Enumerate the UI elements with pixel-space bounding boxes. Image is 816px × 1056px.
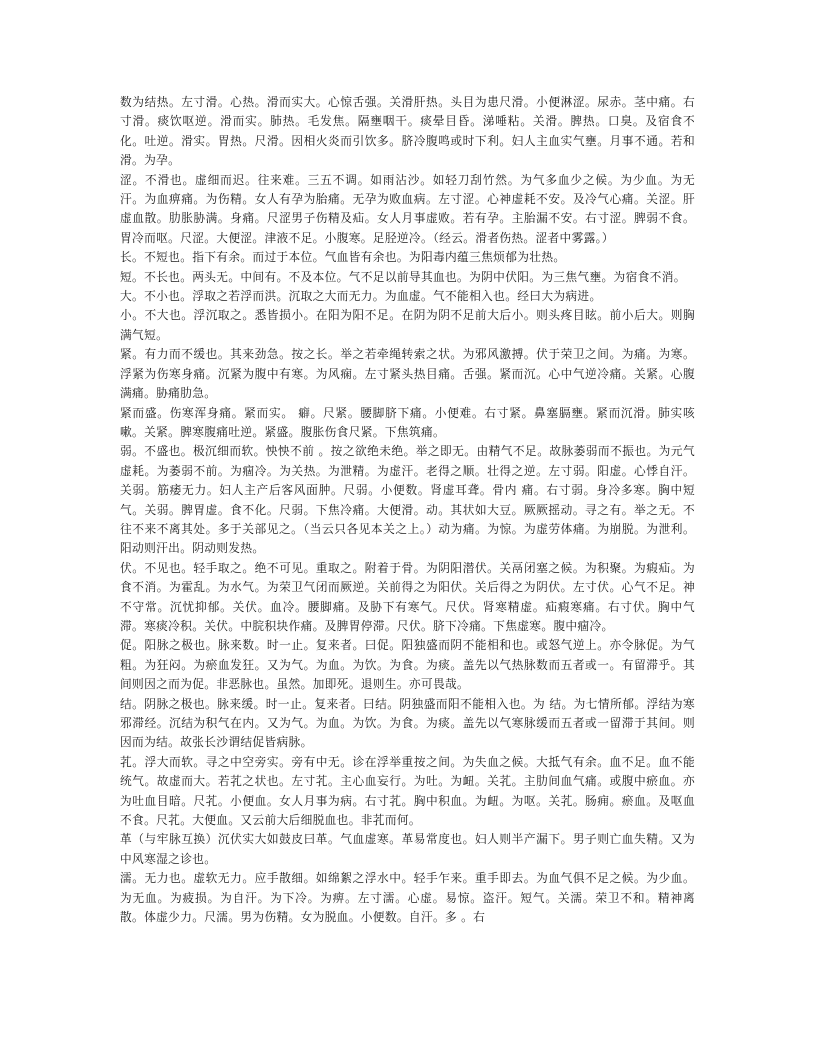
paragraph-ruo: 弱。不盛也。极沉细而软。怏怏不前 。按之欲绝未绝。举之即无。由精气不足。故脉萎弱而不振也。为元气虚耗。为萎弱不前。为痼冷。为关热。为泄精。为虚汗。老得之顺。壮得之逆。左寸弱。阳虚。心悸自汗。关弱。筋痿无力。妇人主产后客风面肿。尺弱。小便数。肾虚耳聋。骨内 痛。右寸弱。身冷多寒。胸中短气。关弱。脾胃虚。食不化。尺弱。下焦冷痛。大便滑。动。其状如大豆。厥厥摇动。寻之有。举之无。不往不来不离其处。多于关部见之。（当云只各见本关之上。）动为痛。为惊。为虚劳体痛。为崩脱。为泄利。阳动则汗出。阴动则发热。 [120, 444, 695, 556]
paragraph-cu: 促。阳脉之极也。脉来数。时一止。复来者。曰促。阳独盛而阴不能相和也。或怒气逆上。亦令脉促。为气粗。为狂闷。为瘀血发狂。又为气。为血。为饮。为食。为痰。盖先以气热脉数而五者或一。有留滞乎。其间则因之而为促。非恶脉也。虽然。加即死。退则生。亦可畏哉。 [120, 638, 695, 692]
paragraph-ru: 濡。无力也。虚软无力。应手散细。如绵絮之浮水中。轻手乍来。重手即去。为血气俱不足之候。为少血。为无血。为疲损。为自汗。为下冷。为痹。左寸濡。心虚。易惊。盗汗。短气。关濡。荣卫不和。精神离散。体虚少力。尺濡。男为伤精。女为脱血。小便数。自汗。多 。右 [120, 871, 695, 925]
paragraph-ge: 革（与牢脉互换）沉伏实大如鼓皮曰革。气血虚寒。革易常度也。妇人则半产漏下。男子则亡血失精。又为中风寒湿之诊也。 [120, 832, 695, 866]
paragraph-jin-sheng: 紧而盛。伤寒浑身痛。紧而实。 癖。尺紧。腰脚脐下痛。小便难。右寸紧。鼻塞膈壅。紧而沉滑。肺实咳嗽。关紧。脾寒腹痛吐逆。紧盛。腹胀伤食尺紧。下焦筑痛。 [120, 405, 695, 439]
paragraph-jie: 结。阴脉之极也。脉来缓。时一止。复来者。曰结。阴独盛而阳不能相入也。为 结。为七情所郁。浮结为寒邪滞经。沉结为积气在内。又为气。为血。为饮。为食。为痰。盖先以气寒脉缓而五者或一留滞于其间。则因而为结。故张长沙谓结促皆病脉。 [120, 696, 695, 750]
paragraph-duan: 短。不长也。两头无。中间有。不及本位。气不足以前导其血也。为阴中伏阳。为三焦气壅。为宿食不消。 [120, 269, 686, 284]
document-page [120, 93, 695, 927]
paragraph-se: 涩。不滑也。虚细而迟。往来难。三五不调。如雨沾沙。如轻刀刮竹然。为气多血少之候。为少血。为无汗。为血痹痛。为伤精。女人有孕为胎痛。无孕为败血病。左寸涩。心神虚耗不安。及冷气心痛。关涩。肝虚血散。肋胀胁满。身痛。尺涩男子伤精及疝。女人月事虚败。若有孕。主胎漏不安。右寸涩。脾弱不食。胃冷而呕。尺涩。大便涩。津液不足。小腹寒。足胫逆冷。（经云。滑者伤热。涩者中雾露。） [120, 172, 695, 245]
paragraph-hua: 数为结热。左寸滑。心热。滑而实大。心惊舌强。关滑肝热。头目为患尺滑。小便淋涩。尿赤。茎中痛。右寸滑。痰饮呕逆。滑而实。肺热。毛发焦。隔壅咽干。痰晕目昏。涕唾粘。关滑。脾热。口臭。及宿食不化。吐逆。滑实。胃热。尺滑。因相火炎而引饮多。脐冷腹鸣或时下利。妇人主血实气壅。月事不通。若和滑。为孕。 [120, 95, 695, 168]
paragraph-fu: 伏。不见也。轻手取之。绝不可见。重取之。附着于骨。为阴阳潜伏。关鬲闭塞之候。为积聚。为瘕疝。为食不消。为霍乱。为水气。为荣卫气闭而厥逆。关前得之为阳伏。关后得之为阴伏。左寸伏。心气不足。神不守常。沉忧抑郁。关伏。血冷。腰脚痛。及胁下有寒气。尺伏。肾寒精虚。疝瘕寒痛。右寸伏。胸中气滞。寒痰冷积。关伏。中脘积块作痛。及脾胃停滞。尺伏。脐下冷痛。下焦虚寒。腹中痼冷。 [120, 560, 695, 633]
paragraph-kou: 芤。浮大而软。寻之中空旁实。旁有中无。诊在浮举重按之间。为失血之候。大抵气有余。血不足。血不能统气。故虚而大。若芤之状也。左寸芤。主心血妄行。为吐。为衄。关芤。主肋间血气痛。或腹中瘀血。亦为吐血目暗。尺芤。小便血。女人月事为病。右寸芤。胸中积血。为衄。为呕。关芤。肠痈。瘀血。及呕血不食。尺芤。大便血。又云前大后细脱血也。非芤而何。 [120, 754, 695, 828]
paragraph-chang: 长。不短也。指下有余。而过于本位。气血皆有余也。为阳毒内蕴三焦烦郁为壮热。 [120, 250, 566, 265]
paragraph-jin: 紧。有力而不缓也。其来劲急。按之长。举之若牵绳转索之状。为邪风激搏。伏于荣卫之间。为痛。为寒。浮紧为伤寒身痛。沉紧为腹中有寒。为风痫。左寸紧头热目痛。舌强。紧而沉。心中气逆冷痛。关紧。心腹满痛。胁痛肋急。 [120, 347, 695, 401]
paragraph-da: 大。不小也。浮取之若浮而洪。沉取之大而无力。为血虚。气不能相入也。经曰大为病进。 [120, 289, 602, 304]
paragraph-xiao: 小。不大也。浮沉取之。悉皆损小。在阳为阳不足。在阴为阴不足前大后小。则头疼目眩。前小后大。则胸满气短。 [120, 308, 695, 342]
